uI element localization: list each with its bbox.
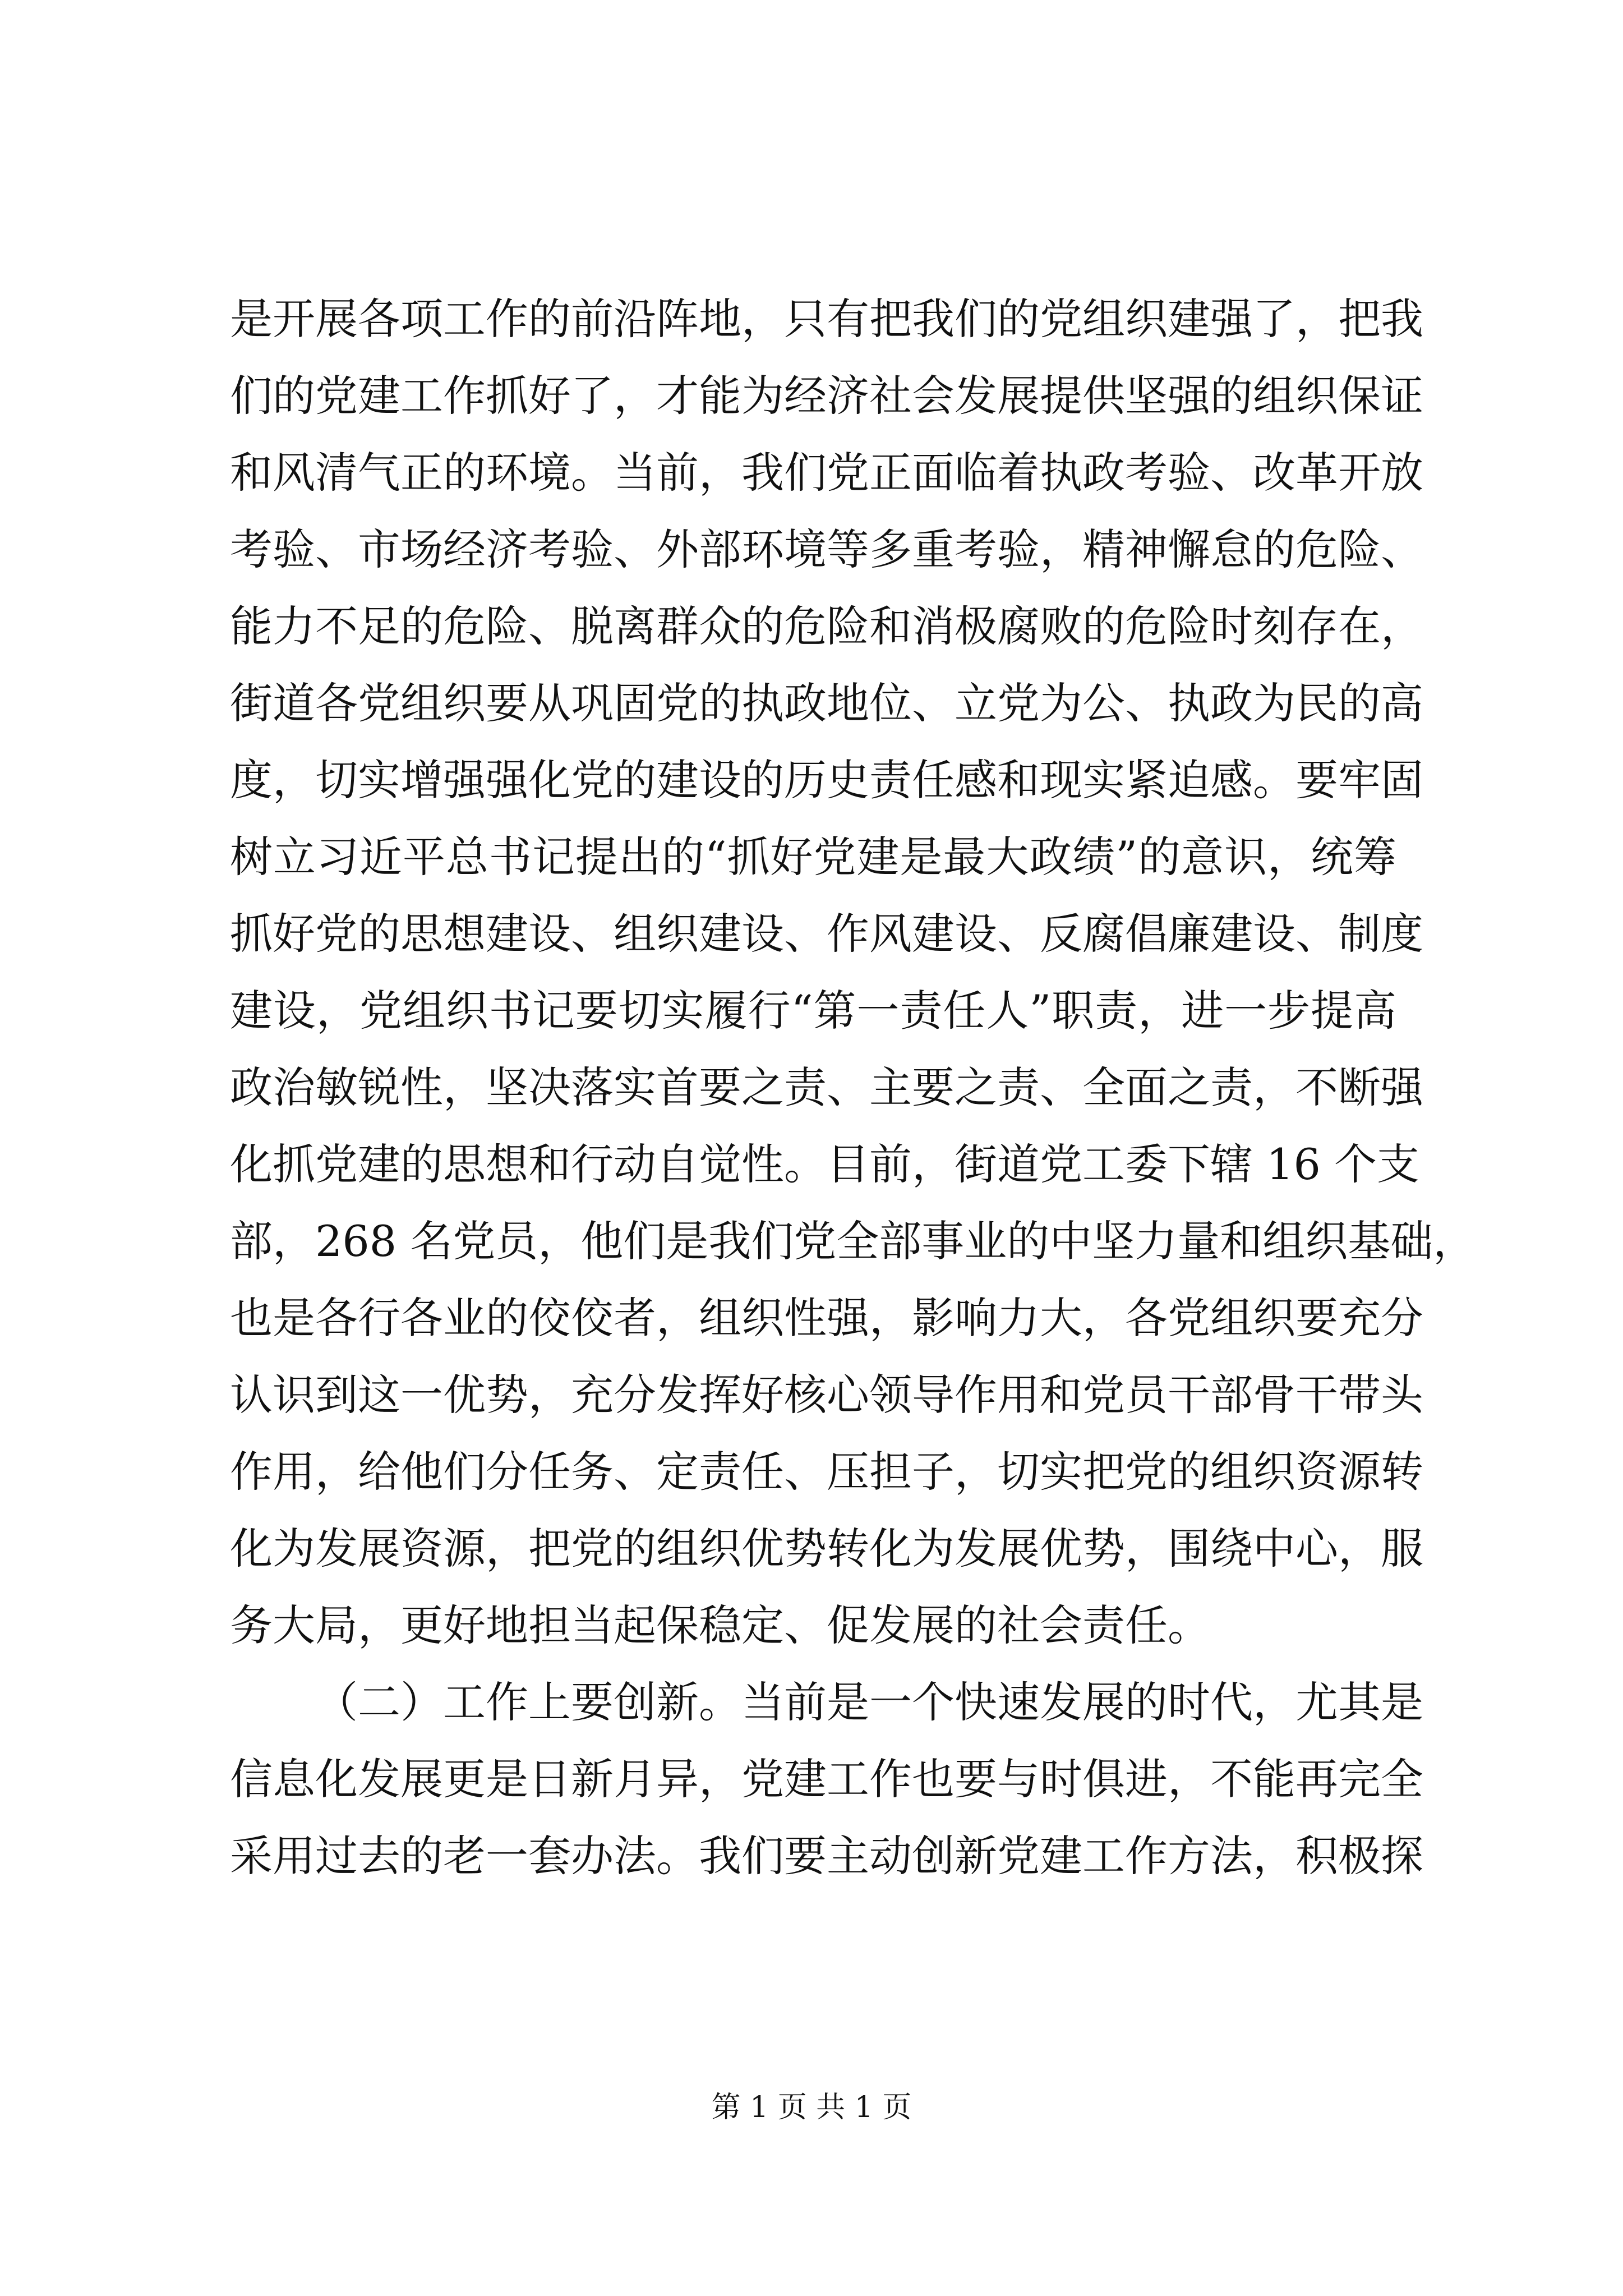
section-heading-line: （二）工作上要创新。当前是一个快速发展的时代，尤其是	[315, 1677, 1423, 1727]
body-line: 务大局，更好地担当起保稳定、促发展的社会责任。	[230, 1600, 1210, 1650]
body-line: 化抓党建的思想和行动自觉性。目前，街道党工委下辖 16 个支	[230, 1139, 1420, 1189]
body-line: 也是各行各业的佼佼者，组织性强，影响力大，各党组织要充分	[230, 1293, 1423, 1343]
page-footer	[0, 2088, 1623, 2127]
body-line: 度，切实增强强化党的建设的历史责任感和现实紧迫感。要牢固	[230, 755, 1423, 805]
body-line: 认识到这一优势，充分发挥好核心领导作用和党员干部骨干带头	[230, 1370, 1423, 1420]
body-line: 作用，给他们分任务、定责任、压担子，切实把党的组织资源转	[230, 1447, 1423, 1497]
body-line: 采用过去的老一套办法。我们要主动创新党建工作方法，积极探	[230, 1831, 1423, 1881]
body-line: 们的党建工作抓好了，才能为经济社会发展提供坚强的组织保证	[230, 371, 1423, 421]
body-line: 化为发展资源，把党的组织优势转化为发展优势，围绕中心，服	[230, 1524, 1423, 1573]
body-line: 信息化发展更是日新月异，党建工作也要与时俱进，不能再完全	[230, 1754, 1423, 1804]
body-line: 能力不足的危险、脱离群众的危险和消极腐败的危险时刻存在，	[230, 601, 1423, 651]
body-line: 考验、市场经济考验、外部环境等多重考验，精神懈怠的危险、	[230, 524, 1423, 574]
body-line: 建设，党组织书记要切实履行“第一责任人”职责，进一步提高	[230, 986, 1396, 1036]
body-line: 和风清气正的环境。当前，我们党正面临着执政考验、改革开放	[230, 448, 1423, 498]
document-body	[230, 280, 1476, 1894]
body-line: 抓好党的思想建设、组织建设、作风建设、反腐倡廉建设、制度	[230, 909, 1423, 959]
body-line: 部，268 名党员，他们是我们党全部事业的中坚力量和组织基础，	[230, 1216, 1476, 1266]
page-number: 第 1 页 共 1 页	[711, 2091, 912, 2124]
body-line: 树立习近平总书记提出的“抓好党建是最大政绩”的意识，统筹	[230, 832, 1396, 882]
body-line: 是开展各项工作的前沿阵地，只有把我们的党组织建强了，把我	[230, 294, 1423, 344]
body-line: 街道各党组织要从巩固党的执政地位、立党为公、执政为民的高	[230, 678, 1423, 728]
body-line: 政治敏锐性，坚决落实首要之责、主要之责、全面之责，不断强	[230, 1062, 1423, 1112]
